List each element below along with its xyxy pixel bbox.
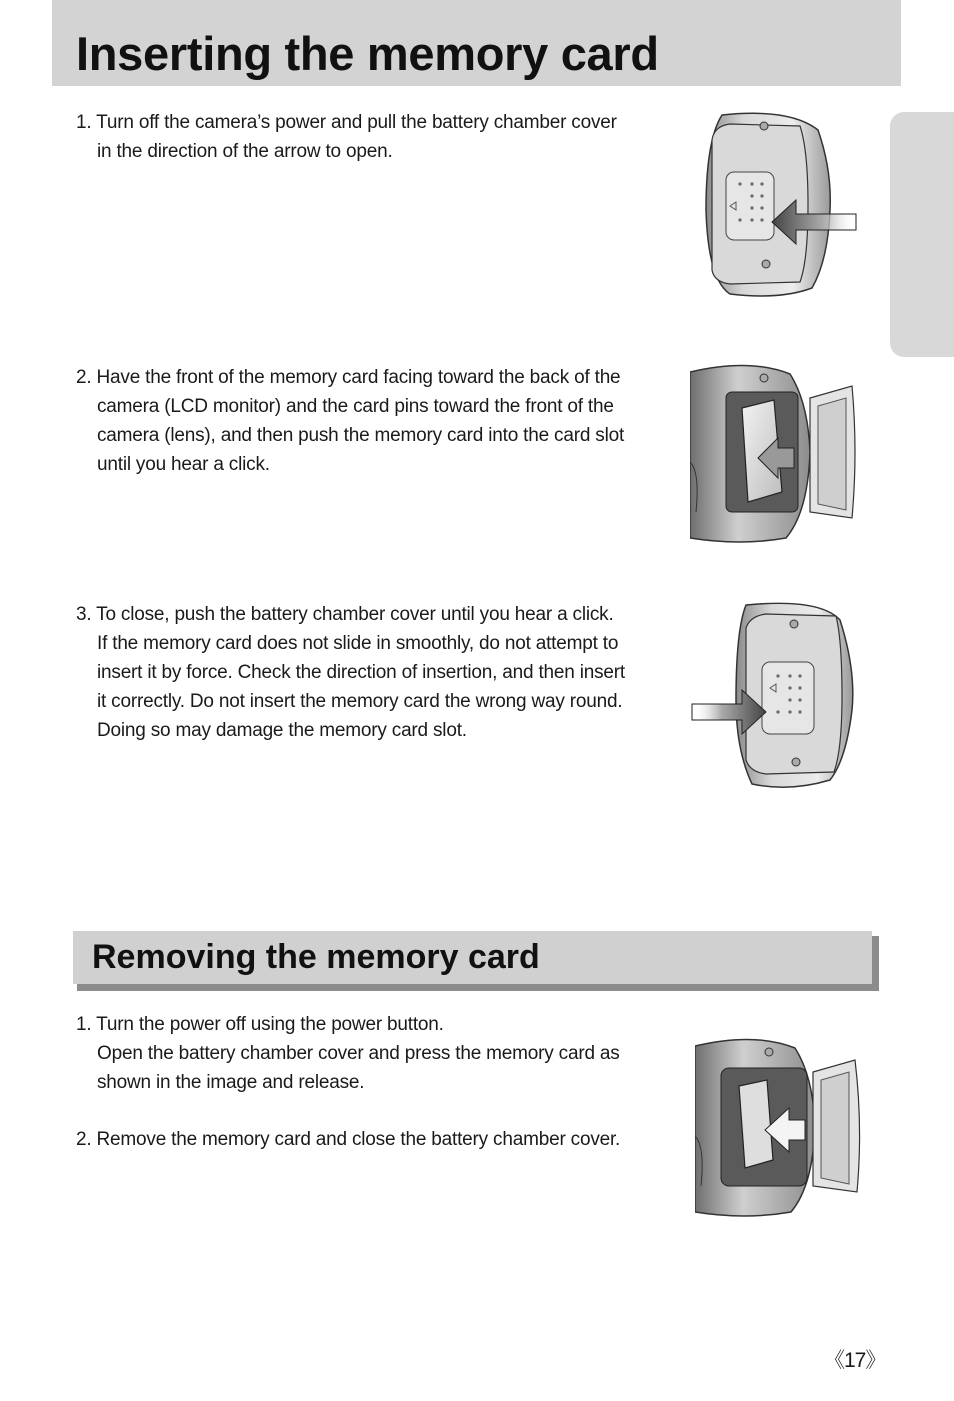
step-line: 3. To close, push the battery chamber cover until you hear a click. [76, 604, 614, 625]
step-line: camera (LCD monitor) and the card pins toward the front of the [97, 396, 614, 417]
page-number: 《17》 [824, 1349, 886, 1372]
remove-step-2 [76, 1125, 636, 1154]
memory-card-insert-illustration [690, 362, 860, 544]
step-line: it correctly. Do not insert the memory card the wrong way round. [97, 691, 623, 712]
insert-step-1 [76, 108, 636, 166]
remove-section-banner [73, 931, 879, 991]
step-line: Doing so may damage the memory card slot. [97, 720, 467, 741]
step-line: shown in the image and release. [97, 1072, 365, 1093]
memory-card-remove-illustration [695, 1036, 865, 1218]
camera-cover-open-illustration [700, 110, 860, 300]
step-line: 1. Turn off the camera’s power and pull the battery chamber cover [76, 112, 617, 133]
step-line: 2. Have the front of the memory card facing toward the back of the [76, 367, 621, 388]
insert-step-3 [76, 600, 636, 745]
insert-step-2 [76, 363, 636, 479]
step-line: If the memory card does not slide in smoothly, do not attempt to [97, 633, 619, 654]
title-banner [52, 0, 901, 86]
remove-section-title: Removing the memory card [92, 938, 540, 976]
step-line: insert it by force. Check the direction of insertion, and then insert [97, 662, 625, 683]
remove-step-1 [76, 1010, 636, 1097]
step-line: 1. Turn the power off using the power button. [76, 1014, 444, 1035]
chapter-side-tab [890, 112, 954, 357]
page-title: Inserting the memory card [76, 27, 659, 80]
step-line: in the direction of the arrow to open. [97, 141, 393, 162]
camera-cover-close-illustration [690, 600, 860, 790]
step-line: Open the battery chamber cover and press the memory card as [97, 1043, 620, 1064]
step-line: until you hear a click. [97, 454, 270, 475]
step-line: camera (lens), and then push the memory card into the card slot [97, 425, 625, 446]
step-line: 2. Remove the memory card and close the battery chamber cover. [76, 1129, 621, 1150]
